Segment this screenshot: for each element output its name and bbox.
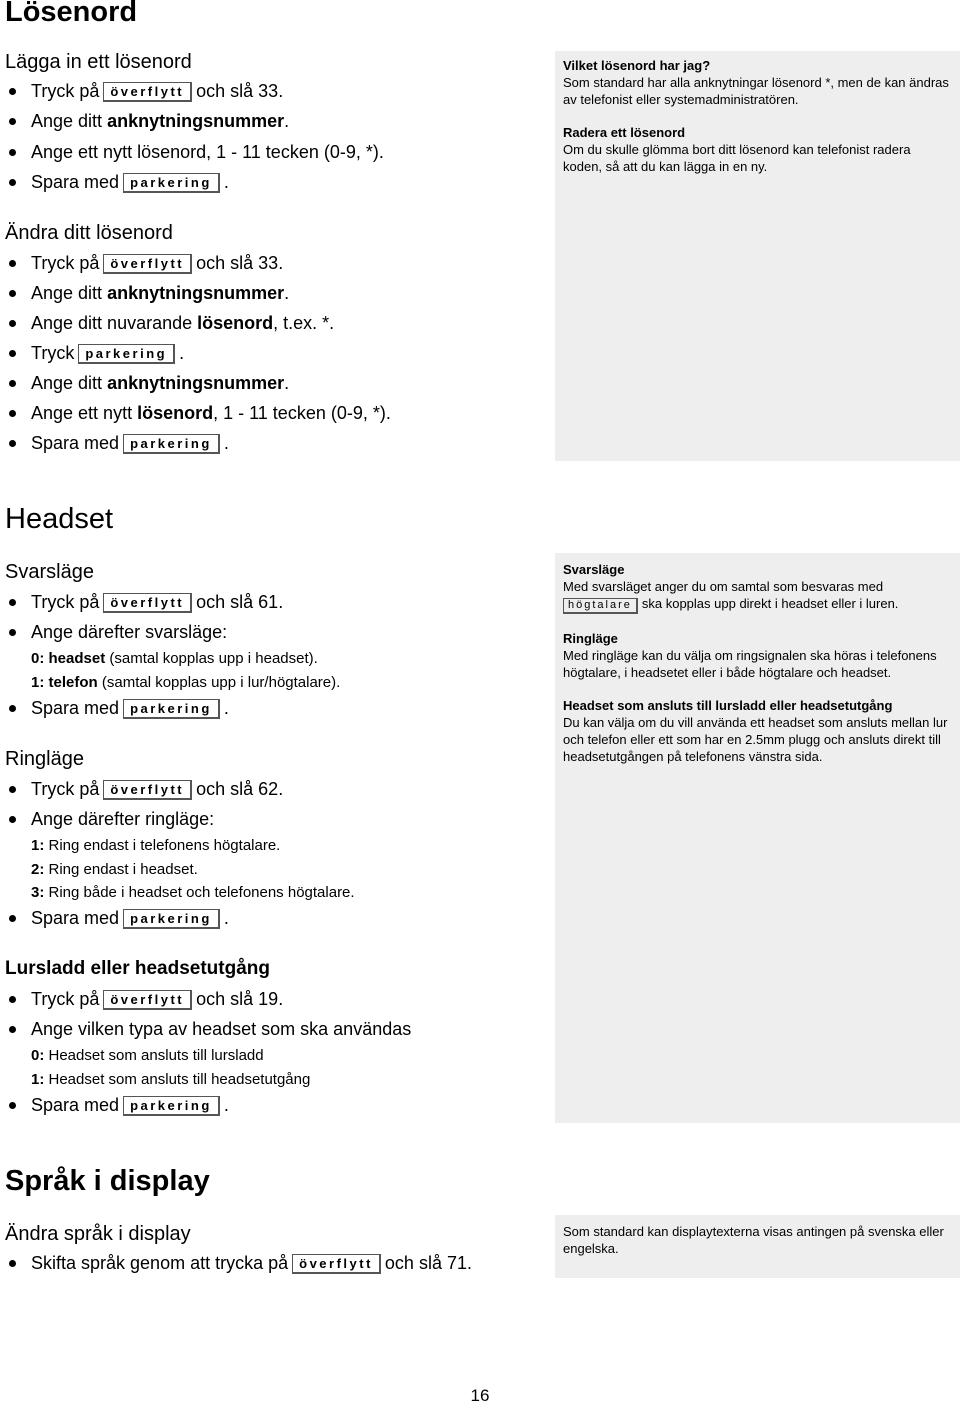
bullet-icon	[9, 1026, 16, 1033]
step-text: , 1 - 11 tecken (0-9, *).	[213, 403, 391, 423]
park-key: parkering	[123, 909, 220, 929]
transfer-key: överflytt	[103, 990, 192, 1010]
note-body: Som standard kan displaytexterna visas antingen på svenska eller engelska.	[563, 1224, 944, 1256]
step-text: Ange ditt	[31, 373, 103, 393]
step-text: och slå 62.	[196, 779, 284, 799]
option-text: Headset som ansluts till lursladd	[44, 1047, 264, 1064]
option-row	[31, 861, 198, 879]
option-text: (samtal kopplas upp i headset).	[105, 650, 318, 667]
step-text: Spara med	[31, 172, 120, 192]
step-text: .	[284, 111, 290, 131]
set-password-heading: Lägga in ett lösenord	[5, 51, 192, 73]
note-body: Som standard har alla anknytningar lösenord *, men de kan ändras av telefonist eller systemadministratören.	[563, 75, 949, 107]
transfer-key: överflytt	[103, 593, 192, 613]
step-text: , t.ex. *.	[273, 313, 335, 333]
password-title: Lösenord	[5, 0, 138, 28]
step-text: .	[284, 373, 290, 393]
note-title: Svarsläge	[563, 562, 625, 577]
transfer-key: överflytt	[103, 254, 192, 274]
bullet-icon	[9, 1260, 16, 1267]
language-title: Språk i display	[5, 1165, 210, 1197]
headset-note-box	[555, 553, 960, 1123]
step-text: Tryck	[31, 343, 75, 363]
bullet-icon	[9, 705, 16, 712]
step-text: .	[223, 433, 229, 453]
step-text: och slå 61.	[196, 592, 284, 612]
step-text: Skifta språk genom att trycka på	[31, 1253, 289, 1273]
step-text: Ange ditt	[31, 283, 103, 303]
bullet-icon	[9, 260, 16, 267]
step-text: .	[223, 172, 229, 192]
bullet-icon	[9, 816, 16, 823]
transfer-key: överflytt	[292, 1254, 381, 1274]
step-emphasis: anknytningsnummer	[107, 111, 285, 131]
bullet-icon	[9, 320, 16, 327]
option-row	[31, 1071, 310, 1089]
note-title: Headset som ansluts till lursladd eller headsetutgång	[563, 698, 893, 713]
note-title: Radera ett lösenord	[563, 125, 686, 140]
bullet-icon	[9, 629, 16, 636]
step-text: Ange ditt	[31, 111, 103, 131]
step-text: Ange ett nytt	[31, 403, 133, 423]
park-key: parkering	[123, 1096, 220, 1116]
option-text: Ring endast i headset.	[44, 861, 198, 878]
step-emphasis: anknytningsnummer	[107, 283, 285, 303]
note-text: Med svarsläget anger du om samtal som besvaras med	[563, 579, 884, 594]
bullet-icon	[9, 410, 16, 417]
step-text: Tryck på	[31, 253, 100, 273]
step-text: Ange vilken typa av headset som ska användas	[31, 1019, 412, 1039]
change-password-heading: Ändra ditt lösenord	[5, 222, 173, 244]
note-text: ska kopplas upp direkt i headset eller i luren.	[641, 596, 899, 611]
park-key: parkering	[123, 699, 220, 719]
step-text: och slå 19.	[196, 989, 284, 1009]
password-note-box	[555, 51, 960, 461]
transfer-key: överflytt	[103, 780, 192, 800]
answer-mode-heading: Svarsläge	[5, 561, 94, 583]
option-text: Headset som ansluts till headsetutgång	[44, 1071, 311, 1088]
bullet-icon	[9, 599, 16, 606]
option-row	[31, 650, 318, 668]
bullet-icon	[9, 440, 16, 447]
step-text: och slå 33.	[196, 253, 284, 273]
headset-title: Headset	[5, 503, 114, 535]
note-title: Ringläge	[563, 631, 618, 646]
note-title: Vilket lösenord har jag?	[563, 58, 711, 73]
step-text: .	[223, 1095, 229, 1115]
option-text: Ring endast i telefonens högtalare.	[44, 837, 281, 854]
option-key: 1:	[31, 837, 45, 854]
step-text: och slå 33.	[196, 81, 284, 101]
step-emphasis: lösenord	[137, 403, 214, 423]
option-key: 3:	[31, 884, 45, 901]
option-row	[31, 674, 340, 692]
bullet-icon	[9, 786, 16, 793]
step-text: Spara med	[31, 698, 120, 718]
step-text: .	[284, 283, 290, 303]
option-row	[31, 1047, 264, 1065]
note-body-1	[563, 578, 952, 614]
transfer-key: överflytt	[103, 82, 192, 102]
page-number: 16	[470, 1386, 490, 1405]
note-body: Om du skulle glömma bort ditt lösenord kan telefonist radera koden, så att du kan lägga in en ny.	[563, 142, 911, 174]
step-text: Ange ett nytt lösenord, 1 - 11 tecken (0-9, *).	[31, 142, 384, 162]
bullet-icon	[9, 996, 16, 1003]
step-text: Spara med	[31, 908, 120, 928]
step-emphasis: lösenord	[197, 313, 274, 333]
step-text: och slå 71.	[384, 1253, 472, 1273]
step-text: Tryck på	[31, 81, 100, 101]
option-text: (samtal kopplas upp i lur/högtalare).	[97, 674, 341, 691]
bullet-icon	[9, 1102, 16, 1109]
step-text: Spara med	[31, 433, 120, 453]
option-row	[31, 884, 355, 902]
step-text: .	[179, 343, 185, 363]
language-note-box	[555, 1215, 960, 1278]
bullet-icon	[9, 179, 16, 186]
ring-mode-heading: Ringläge	[5, 748, 84, 770]
bullet-icon	[9, 149, 16, 156]
step-text: Tryck på	[31, 989, 100, 1009]
step-text: .	[223, 698, 229, 718]
step-text: Ange därefter ringläge:	[31, 809, 215, 829]
park-key: parkering	[123, 434, 220, 454]
bullet-icon	[9, 290, 16, 297]
step-text: .	[223, 908, 229, 928]
bullet-icon	[9, 350, 16, 357]
speaker-key: högtalare	[563, 598, 638, 614]
step-emphasis: anknytningsnummer	[107, 373, 285, 393]
note-body: Du kan välja om du vill använda ett headset som ansluts mellan lur och telefon eller ett som har en 2.5mm plugg och ansluts direkt till headsetutgången på telefonens vänstra sida.	[563, 715, 948, 764]
option-key: 0: headset	[31, 650, 106, 667]
option-row	[31, 837, 280, 855]
step-text: Tryck på	[31, 592, 100, 612]
option-key: 1: telefon	[31, 674, 98, 691]
step-text: Ange därefter svarsläge:	[31, 622, 228, 642]
park-key: parkering	[78, 344, 175, 364]
change-language-heading: Ändra språk i display	[5, 1223, 191, 1245]
step-text: Spara med	[31, 1095, 120, 1115]
bullet-icon	[9, 915, 16, 922]
output-heading: Lursladd eller headsetutgång	[5, 958, 270, 979]
bullet-icon	[9, 118, 16, 125]
bullet-icon	[9, 88, 16, 95]
note-body: Med ringläge kan du välja om ringsignalen ska höras i telefonens högtalare, i headsetet eller i både högtalare och headset.	[563, 648, 937, 680]
step-text: Tryck på	[31, 779, 100, 799]
option-text: Ring både i headset och telefonens högtalare.	[44, 884, 355, 901]
option-key: 2:	[31, 861, 45, 878]
bullet-icon	[9, 380, 16, 387]
option-key: 0:	[31, 1047, 45, 1064]
option-key: 1:	[31, 1071, 45, 1088]
step-text: Ange ditt nuvarande	[31, 313, 193, 333]
park-key: parkering	[123, 173, 220, 193]
